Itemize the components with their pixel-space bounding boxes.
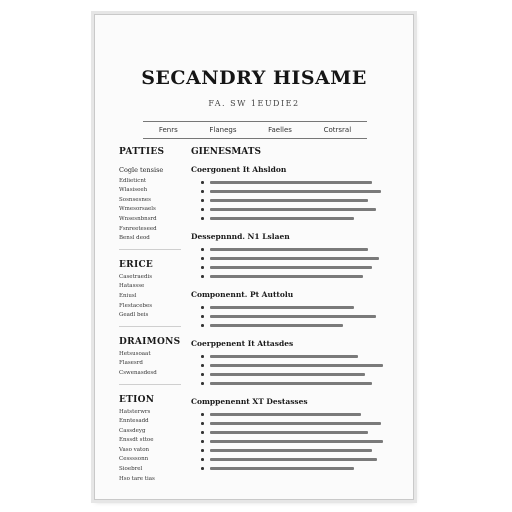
bullet-dot-icon — [201, 373, 204, 376]
left-section-title: PATTIES — [119, 147, 165, 157]
job-bullet — [191, 321, 395, 330]
left-list-item: Hatassse — [119, 283, 145, 290]
bullet-dot-icon — [201, 431, 204, 434]
job-bullet — [191, 254, 395, 263]
bullet-dot-icon — [201, 382, 204, 385]
left-list-item: Flasesrd — [119, 360, 143, 367]
left-section-title: ERICE — [119, 260, 154, 271]
job-bullet — [191, 303, 395, 312]
nav-item[interactable]: Flanegs — [209, 126, 237, 134]
bullet-dot-icon — [201, 440, 204, 443]
bullet-dot-icon — [201, 315, 204, 318]
nav-item[interactable]: Faelles — [268, 126, 292, 134]
job-title: Componennt. Pt Auttolu — [191, 290, 294, 299]
bullet-dot-icon — [201, 275, 204, 278]
job-title: Coergonent It Ahsldon — [191, 165, 287, 174]
bullet-text-line — [210, 257, 379, 259]
left-column — [119, 147, 181, 482]
bullet-dot-icon — [201, 306, 204, 309]
job-bullet — [191, 352, 395, 361]
nav-bar — [143, 121, 367, 139]
bullet-dot-icon — [201, 413, 204, 416]
bullet-dot-icon — [201, 257, 204, 260]
left-list-item: Wnsesnbnsrd — [119, 215, 157, 222]
bullet-text-line — [210, 315, 376, 317]
bullet-dot-icon — [201, 199, 204, 202]
left-list-item: Wmesorsaels — [119, 206, 156, 213]
bullet-dot-icon — [201, 248, 204, 251]
job-entry — [191, 165, 395, 223]
bullet-dot-icon — [201, 364, 204, 367]
left-list-item: Eniusl — [119, 292, 137, 299]
job-entry — [191, 232, 395, 281]
bullet-dot-icon — [201, 208, 204, 211]
bullet-text-line — [210, 458, 377, 460]
left-list-item: Hatsterwrs — [119, 408, 151, 415]
bullet-text-line — [210, 190, 381, 192]
document-subtitle: FA. SW 1EUDIE2 — [208, 99, 300, 108]
left-list-item: Geadl beis — [119, 312, 149, 319]
job-bullet — [191, 214, 395, 223]
bullet-text-line — [210, 440, 383, 442]
bullet-text-line — [210, 364, 383, 366]
bullet-dot-icon — [201, 181, 204, 184]
job-bullet — [191, 455, 395, 464]
bullet-text-line — [210, 266, 372, 268]
bullet-text-line — [210, 181, 372, 183]
job-bullet — [191, 187, 395, 196]
job-bullet — [191, 464, 395, 473]
bullet-text-line — [210, 355, 358, 357]
bullet-text-line — [210, 467, 354, 469]
left-list-item: Casetraedis — [119, 273, 153, 280]
left-list-item: Flestacebes — [119, 302, 153, 309]
left-list-item: Fsnreeteseed — [119, 225, 157, 232]
bullet-text-line — [210, 217, 354, 219]
left-list-item: Sosnsesnes — [119, 196, 151, 203]
left-list-item: Wlasiseeh — [119, 187, 148, 194]
bullet-dot-icon — [201, 458, 204, 461]
left-list-item: Vaso vaton — [119, 446, 150, 453]
job-entry — [191, 339, 395, 388]
section-divider — [119, 384, 181, 385]
bullet-text-line — [210, 413, 361, 415]
job-title: Dessepnnnd. N1 Lslaen — [191, 232, 290, 241]
nav-item[interactable]: Cotrsral — [323, 126, 352, 134]
bullet-text-line — [210, 422, 381, 424]
left-list-item: Enssdt sttoe — [119, 437, 154, 444]
job-bullet — [191, 263, 395, 272]
job-title: Coerppenent It Attasdes — [191, 339, 294, 348]
job-bullet — [191, 370, 395, 379]
bullet-dot-icon — [201, 190, 204, 193]
job-bullet — [191, 245, 395, 254]
bullet-dot-icon — [201, 449, 204, 452]
left-list-item: Sioebrel — [119, 466, 143, 473]
bullet-text-line — [210, 306, 354, 308]
section-divider — [119, 249, 181, 250]
job-title: Comppenennt XT Destasses — [191, 397, 308, 406]
left-list-item: Edlieticnt — [119, 177, 147, 184]
bullet-text-line — [210, 373, 365, 375]
job-bullet — [191, 205, 395, 214]
job-entry — [191, 397, 395, 473]
left-list-item: Enntesadd — [119, 418, 149, 425]
bullet-text-line — [210, 324, 343, 326]
job-bullet — [191, 410, 395, 419]
left-list-item: Bensl deod — [119, 235, 150, 242]
job-bullet — [191, 428, 395, 437]
bullet-text-line — [210, 431, 368, 433]
document-title: SECANDRY HISAME — [141, 67, 367, 89]
experience-heading: GIENESMATS — [191, 147, 261, 157]
bullet-text-line — [210, 449, 372, 451]
left-list-item: Cswenasdesd — [119, 369, 157, 376]
job-bullet — [191, 178, 395, 187]
job-bullet — [191, 446, 395, 455]
bullet-dot-icon — [201, 217, 204, 220]
job-bullet — [191, 272, 395, 281]
bullet-text-line — [210, 382, 372, 384]
bullet-dot-icon — [201, 324, 204, 327]
left-list-item: Hetsusoaat — [119, 350, 151, 357]
bullet-dot-icon — [201, 422, 204, 425]
right-column — [191, 147, 395, 482]
job-bullet — [191, 361, 395, 370]
left-list-item: Cassdeyg — [119, 427, 146, 434]
resume-page — [94, 14, 414, 500]
bullet-dot-icon — [201, 467, 204, 470]
bullet-text-line — [210, 199, 368, 201]
left-section-title: ETION — [119, 394, 155, 405]
left-section-label: Cogle tensise — [119, 166, 164, 174]
left-list-item: Cessssonn — [119, 456, 149, 463]
bullet-text-line — [210, 275, 363, 277]
bullet-dot-icon — [201, 266, 204, 269]
job-bullet — [191, 379, 395, 388]
nav-item[interactable]: Fenrs — [158, 126, 178, 134]
section-divider — [119, 326, 181, 327]
left-section-title: DRAIMONS — [119, 337, 181, 348]
job-entry — [191, 290, 395, 330]
job-bullet — [191, 437, 395, 446]
bullet-dot-icon — [201, 355, 204, 358]
job-bullet — [191, 419, 395, 428]
job-bullet — [191, 312, 395, 321]
job-bullet — [191, 196, 395, 205]
left-list-item: Hso tare tias — [119, 475, 155, 482]
bullet-text-line — [210, 208, 376, 210]
bullet-text-line — [210, 248, 368, 250]
